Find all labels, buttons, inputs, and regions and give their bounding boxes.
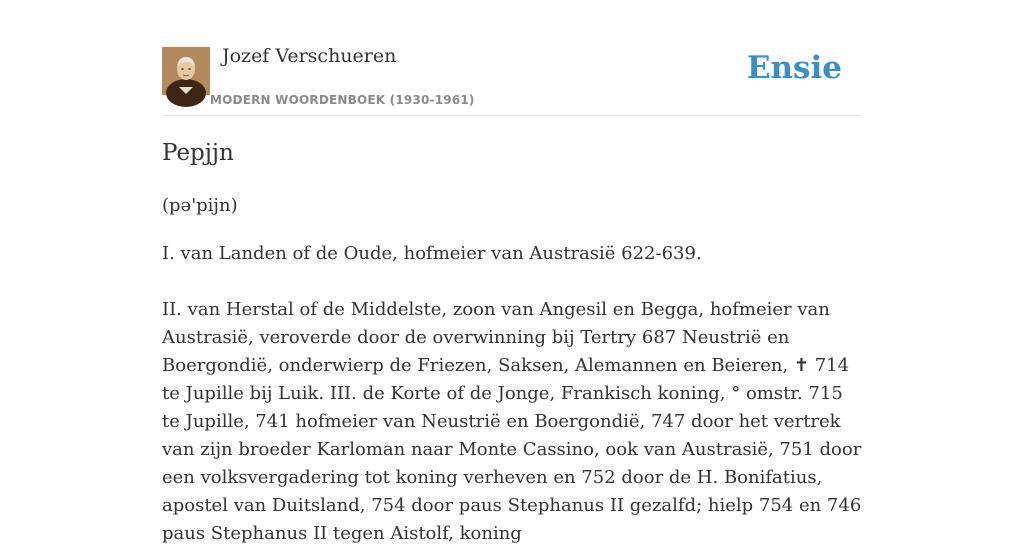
ensie-logo[interactable]: Ensie	[746, 50, 842, 86]
page-header	[162, 0, 862, 116]
pronunciation: (pə'pijn)	[162, 195, 238, 216]
definition-paragraph: II. van Herstal of de Middelste, zoon van Angesil en Begga, hofmeier van Austrasië, veroverde door de overwinning bij Tertry 687 Neustrië en Boergondië, onderwierp de Friezen, Saksen, Alemannen en Beieren, ✝ 714 te Jupille bij Luik. III. de Korte of de Jonge, Frankisch koning, ° omstr. 715 te Jupille, 741 hofmeier van Neustrië en Boergondië, 747 door het vertrek van zijn broeder Karloman naar Monte Cassino, ook van Austrasië, 751 door een volksvergadering tot koning verheven en 752 door de H. Bonifatius, apostel van Duitsland, 754 door paus Stephanus II gezalfd; hielp 754 en 746 paus Stephanus II tegen Aistolf, koning	[162, 299, 862, 544]
author-avatar[interactable]	[162, 47, 210, 95]
definition-paragraph: I. van Landen of de Oude, hofmeier van Austrasië 622-639.	[162, 243, 702, 264]
source-label[interactable]: MODERN WOORDENBOEK (1930-1961)	[210, 93, 475, 107]
definition-text	[162, 240, 862, 548]
author-name[interactable]: Jozef Verschueren	[222, 45, 397, 67]
author-portrait-icon	[162, 47, 210, 95]
entry-title: Pepjjn	[162, 140, 234, 166]
